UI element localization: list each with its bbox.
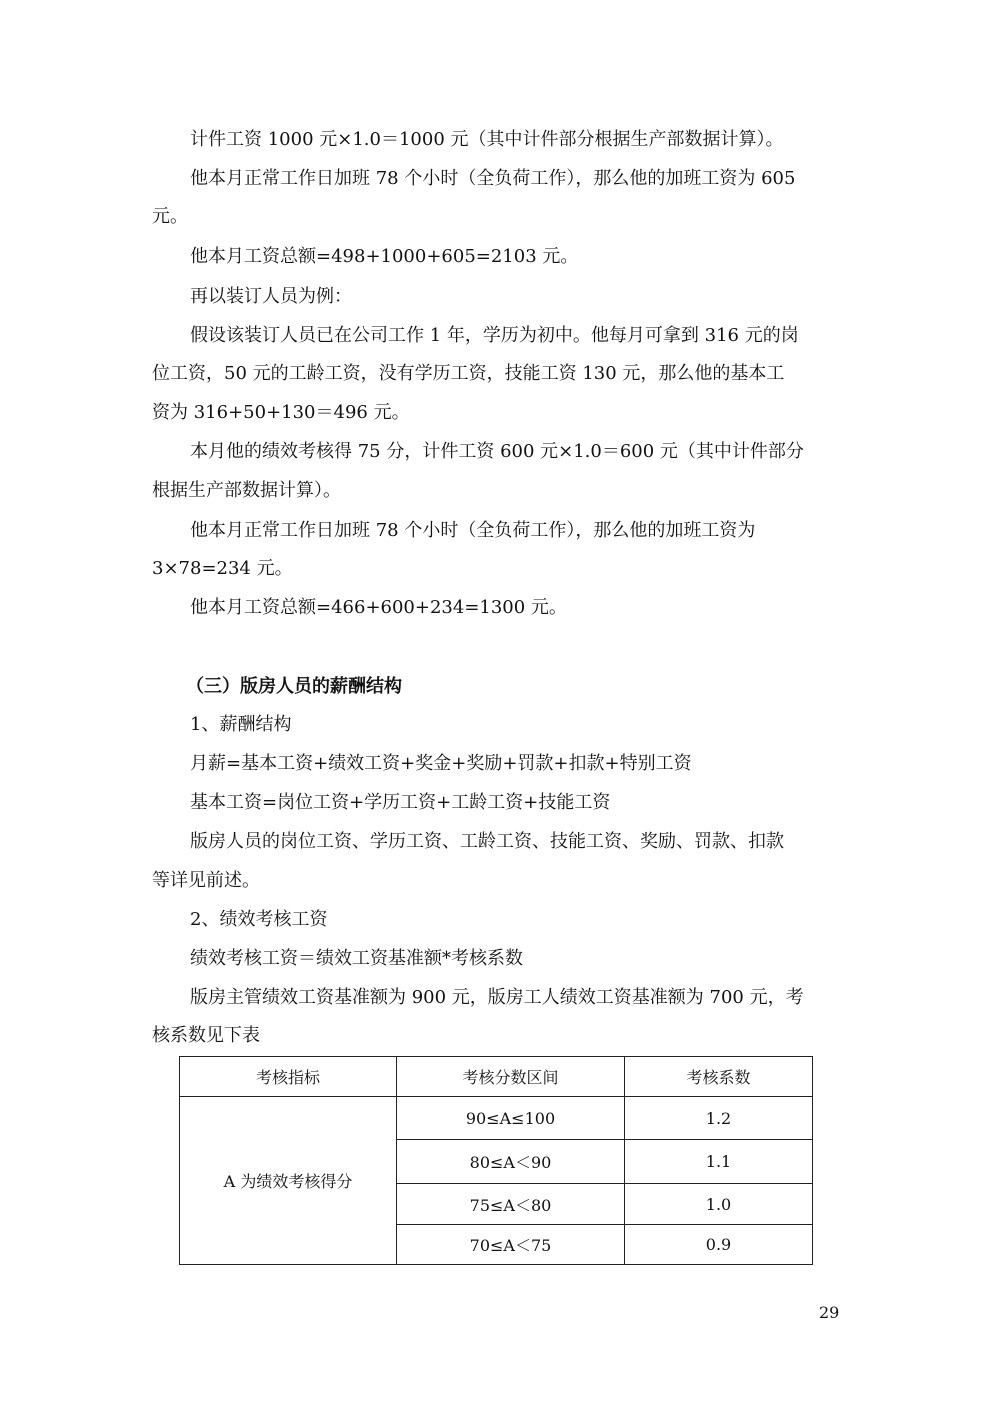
paragraph: 版房主管绩效工资基准额为 900 元，版房工人绩效工资基准额为 700 元，考 — [190, 987, 804, 1008]
range-cell: 75≤A＜80 — [397, 1184, 625, 1225]
paragraph: 计件工资 1000 元×1.0＝1000 元（其中计件部分根据生产部数据计算）。 — [190, 129, 784, 150]
table-header-row — [180, 1057, 813, 1097]
paragraph: 3×78=234 元。 — [152, 558, 293, 579]
paragraph: 基本工资=岗位工资+学历工资+工龄工资+技能工资 — [190, 792, 611, 813]
table-header: 考核指标 — [180, 1057, 397, 1097]
table-row — [180, 1097, 813, 1140]
coef-cell: 0.9 — [625, 1225, 813, 1265]
paragraph: 他本月工资总额=466+600+234=1300 元。 — [190, 597, 567, 618]
paragraph: 假设该装订人员已在公司工作 1 年，学历为初中。他每月可拿到 316 元的岗 — [190, 325, 799, 346]
paragraph: 等详见前述。 — [152, 870, 260, 891]
coefficient-table — [179, 1056, 813, 1265]
paragraph: 月薪=基本工资+绩效工资+奖金+奖励+罚款+扣款+特别工资 — [190, 753, 692, 774]
paragraph: 资为 316+50+130＝496 元。 — [152, 402, 410, 423]
paragraph: 他本月工资总额=498+1000+605=2103 元。 — [190, 246, 579, 267]
paragraph: 元。 — [152, 206, 188, 227]
paragraph: 根据生产部数据计算）。 — [152, 480, 341, 501]
paragraph: 再以装订人员为例： — [190, 286, 352, 307]
table-header: 考核系数 — [625, 1057, 813, 1097]
coef-cell: 1.1 — [625, 1140, 813, 1184]
paragraph: 核系数见下表 — [152, 1025, 260, 1046]
range-cell: 70≤A＜75 — [397, 1225, 625, 1265]
paragraph: 本月他的绩效考核得 75 分，计件工资 600 元×1.0＝600 元（其中计件部分 — [190, 441, 804, 462]
table-header: 考核分数区间 — [397, 1057, 625, 1097]
paragraph: 他本月正常工作日加班 78 个小时（全负荷工作），那么他的加班工资为 605 — [190, 168, 796, 189]
range-cell: 80≤A＜90 — [397, 1140, 625, 1184]
paragraph: 绩效考核工资＝绩效工资基准额*考核系数 — [190, 948, 523, 969]
subheading: 1、薪酬结构 — [190, 714, 292, 735]
indicator-cell: A 为绩效考核得分 — [180, 1097, 397, 1265]
page-number: 29 — [819, 1303, 840, 1322]
section-heading: （三）版房人员的薪酬结构 — [186, 676, 402, 697]
subheading: 2、绩效考核工资 — [190, 909, 328, 930]
paragraph: 位工资，50 元的工龄工资，没有学历工资，技能工资 130 元，那么他的基本工 — [152, 363, 785, 384]
range-cell: 90≤A≤100 — [397, 1097, 625, 1140]
coef-cell: 1.2 — [625, 1097, 813, 1140]
paragraph: 版房人员的岗位工资、学历工资、工龄工资、技能工资、奖励、罚款、扣款 — [190, 831, 784, 852]
coef-cell: 1.0 — [625, 1184, 813, 1225]
paragraph: 他本月正常工作日加班 78 个小时（全负荷工作），那么他的加班工资为 — [190, 520, 756, 541]
